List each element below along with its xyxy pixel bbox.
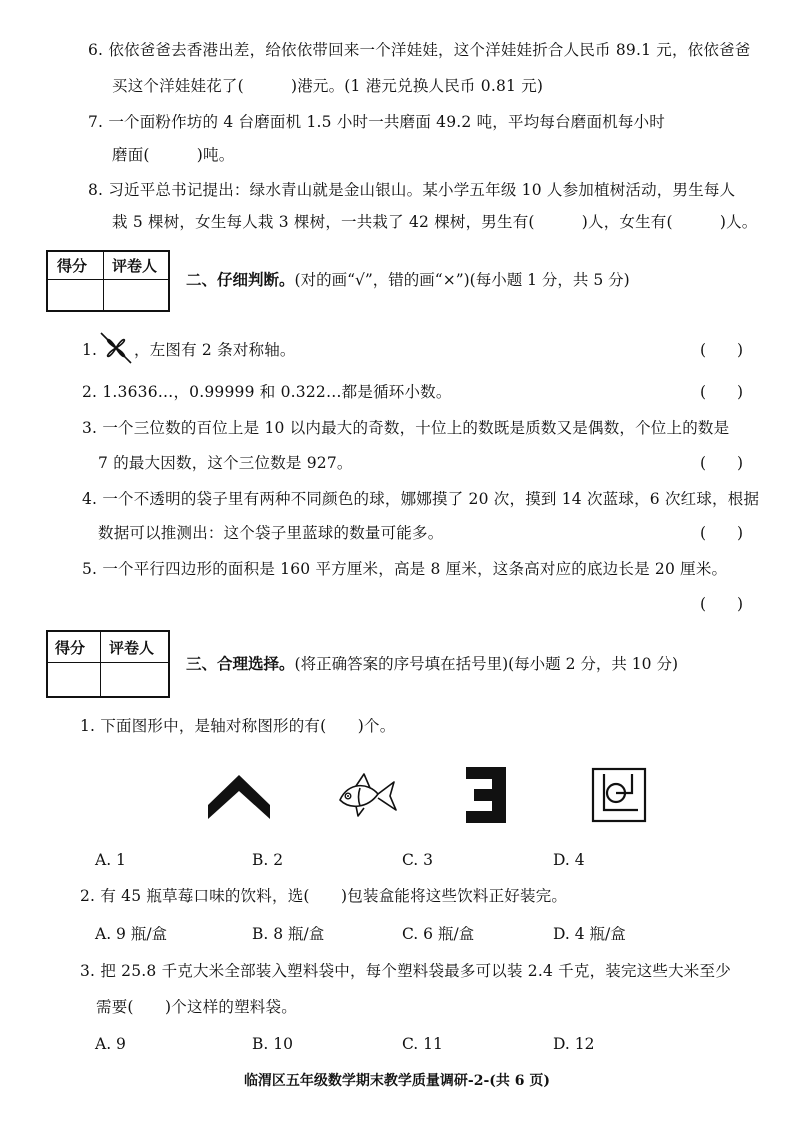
s3-q2-option-b: B. 8 瓶/盒 [252, 925, 325, 943]
section2-note: (对的画“√”，错的画“×”)(每小题 1 分，共 5 分) [294, 271, 630, 289]
s3-q1-option-a: A. 1 [95, 851, 126, 869]
section3-note: (将正确答案的序号填在括号里)(每小题 2 分，共 10 分) [294, 655, 678, 673]
grader-label: 评卷人 [112, 257, 158, 275]
q8-line1: 8. 习近平总书记提出：绿水青山就是金山银山。某小学五年级 10 人参加植树活动，男生每人 [88, 181, 736, 199]
s3-q3-option-b: B. 10 [252, 1035, 293, 1053]
s3-q1: 1. 下面图形中，是轴对称图形的有( )个。 [80, 717, 396, 735]
s2-q4-line1: 4. 一个不透明的袋子里有两种不同颜色的球，娜娜摸了 20 次，摸到 14 次蓝球，6 次红球，根据 [82, 490, 760, 508]
s3-q3-line2: 需要( )个这样的塑料袋。 [96, 998, 297, 1016]
s3-q1-option-b: B. 2 [252, 851, 284, 869]
grader-label: 评卷人 [109, 639, 155, 657]
s3-q1-option-d: D. 4 [553, 851, 585, 869]
s2-q1-number: 1. [82, 341, 98, 359]
s3-q3-option-a: A. 9 [95, 1035, 126, 1053]
page-footer: 临渭区五年级数学期末教学质量调研-2-(共 6 页) [243, 1073, 551, 1089]
s2-q1-text: ，左图有 2 条对称轴。 [134, 341, 296, 359]
number-three-shape-figure [464, 765, 508, 825]
s2-q2: 2. 1.3636…，0.99999 和 0.322…都是循环小数。 [82, 383, 452, 401]
four-petal-flower-figure [98, 330, 134, 366]
score-label: 得分 [55, 639, 86, 657]
q8-line2: 栽 5 棵树，女生每人栽 3 棵树，一共栽了 42 棵树，男生有( )人，女生有( )人。 [112, 213, 758, 231]
section3-title: 三、合理选择。 [186, 654, 295, 673]
s3-q2: 2. 有 45 瓶草莓口味的饮料，选( )包装盒能将这些饮料正好装完。 [80, 887, 568, 905]
score-box-section3 [46, 630, 170, 698]
s3-q3-option-d: D. 12 [553, 1035, 595, 1053]
section2-heading [186, 270, 630, 290]
q7-line2: 磨面( )吨。 [112, 146, 235, 164]
s2-q3-answer[interactable]: ( ) [700, 454, 744, 472]
fish-figure [334, 770, 398, 820]
s3-q1-option-c: C. 3 [402, 851, 434, 869]
s3-q2-option-c: C. 6 瓶/盒 [402, 925, 475, 943]
square-spiral-figure [590, 766, 648, 824]
q6-line2: 买这个洋娃娃花了( )港元。(1 港元兑换人民币 0.81 元) [112, 77, 544, 95]
chevron-shape-figure [206, 773, 272, 821]
s3-q3-line1: 3. 把 25.8 千克大米全部装入塑料袋中，每个塑料袋最多可以装 2.4 千克，装完这些大米至少 [80, 962, 731, 980]
s2-q3-line2: 7 的最大因数，这个三位数是 927。 [98, 454, 353, 472]
q7-line1: 7. 一个面粉作坊的 4 台磨面机 1.5 小时一共磨面 49.2 吨，平均每台磨面机每小时 [88, 113, 666, 131]
s2-q4-line2: 数据可以推测出：这个袋子里蓝球的数量可能多。 [98, 524, 444, 542]
s3-q3-option-c: C. 11 [402, 1035, 443, 1053]
s2-q2-answer[interactable]: ( ) [700, 383, 744, 401]
s2-q4-answer[interactable]: ( ) [700, 524, 744, 542]
s3-q2-option-d: D. 4 瓶/盒 [553, 925, 626, 943]
section2-title: 二、仔细判断。 [186, 270, 295, 289]
s2-q5-answer[interactable]: ( ) [700, 595, 744, 613]
s2-q5-line1: 5. 一个平行四边形的面积是 160 平方厘米，高是 8 厘米，这条高对应的底边长是 20 厘米。 [82, 560, 728, 578]
section3-heading [186, 654, 678, 674]
score-label: 得分 [57, 257, 88, 275]
s2-q1-answer[interactable]: ( ) [700, 341, 744, 359]
q6-line1: 6. 依依爸爸去香港出差，给依依带回来一个洋娃娃，这个洋娃娃折合人民币 89.1 元，依依爸爸 [88, 41, 751, 59]
score-box-section2 [46, 250, 170, 312]
s3-q2-option-a: A. 9 瓶/盒 [95, 925, 168, 943]
s2-q3-line1: 3. 一个三位数的百位上是 10 以内最大的奇数，十位上的数既是质数又是偶数，个位上的数是 [82, 419, 730, 437]
